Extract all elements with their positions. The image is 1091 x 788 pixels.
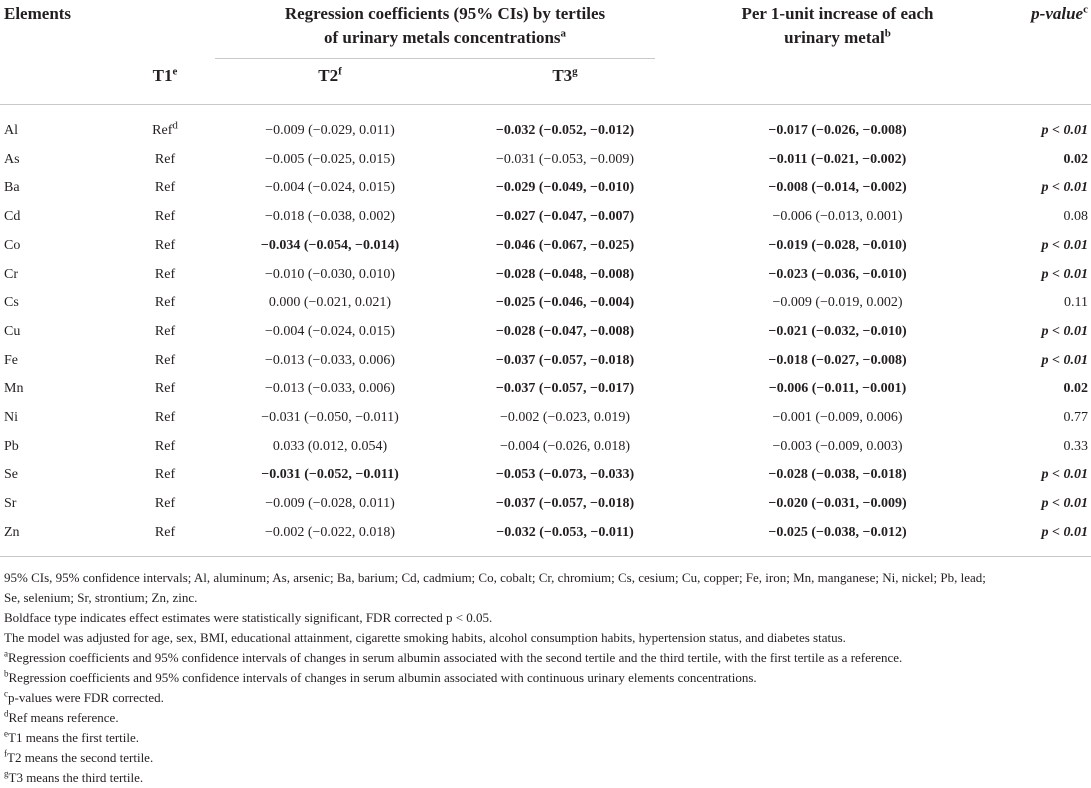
- t1-cell: [140, 117, 190, 145]
- header-elements-label: Elements: [4, 4, 72, 23]
- header-per-unit-line2: [700, 26, 975, 50]
- t3-cell: −0.031 (−0.053, −0.009): [495, 151, 634, 167]
- t1-value: Ref: [154, 524, 176, 540]
- t1-value: Ref: [154, 467, 176, 483]
- table-row: [0, 519, 1091, 547]
- footnote: [4, 608, 1089, 628]
- element-cell: Se: [4, 467, 18, 483]
- t1-value: Ref: [154, 352, 176, 368]
- footnote-text: Regression coefficients and 95% confidence intervals of changes in serum albumin associated with the second tertile and the third tertile, with the first tertile as a reference.: [8, 650, 903, 665]
- footnote: [4, 768, 1089, 788]
- footnote-text: T2 means the second tertile.: [7, 750, 154, 765]
- t3-cell: −0.004 (−0.026, 0.018): [499, 438, 631, 454]
- header-regression: [215, 2, 675, 50]
- footnote-marker-g: g: [572, 65, 578, 78]
- footnote: [4, 668, 1089, 688]
- t1-value: Ref: [154, 209, 176, 225]
- table-footnotes: [4, 568, 1089, 788]
- header-regression-line2: [215, 26, 675, 50]
- t1-value: Ref: [154, 295, 176, 311]
- table-row: [0, 174, 1091, 202]
- t3-cell: −0.032 (−0.053, −0.011): [496, 524, 634, 540]
- footnote-text: Regression coefficients and 95% confidence intervals of changes in serum albumin associated with continuous urinary elements concentrations.: [8, 670, 757, 685]
- element-cell: As: [4, 151, 20, 167]
- footnote-text: T3 means the third tertile.: [8, 770, 144, 785]
- t1-value: Ref: [152, 123, 173, 138]
- footnote-marker-d: d: [172, 119, 178, 132]
- pvalue-cell: p < 0.01: [1041, 467, 1088, 483]
- header-subrule: [215, 58, 655, 59]
- per-unit-cell: −0.006 (−0.013, 0.001): [772, 209, 903, 225]
- t2-cell: −0.018 (−0.038, 0.002): [264, 209, 396, 225]
- pvalue-cell: p < 0.01: [1041, 237, 1088, 253]
- element-cell: Ni: [4, 410, 18, 425]
- header-t1-text: T1: [152, 66, 173, 85]
- per-unit-cell: −0.019 (−0.028, −0.010): [768, 237, 907, 253]
- header-regression-line2-text: of urinary metals concentrations: [323, 28, 561, 47]
- per-unit-cell: −0.003 (−0.009, 0.003): [772, 438, 903, 454]
- t2-cell: −0.005 (−0.025, 0.015): [264, 151, 396, 167]
- header-pvalue-text: p-value: [1031, 4, 1084, 23]
- t1-cell: [140, 232, 190, 260]
- pvalue-cell: p < 0.01: [1041, 180, 1088, 196]
- footnote-marker-c: c: [1083, 3, 1088, 16]
- table-row: [0, 261, 1091, 289]
- t1-value: Ref: [154, 410, 176, 425]
- per-unit-cell: −0.009 (−0.019, 0.002): [772, 295, 903, 311]
- t1-cell: [140, 347, 190, 375]
- pvalue-cell: 0.77: [1063, 410, 1088, 425]
- footnote: [4, 588, 1089, 608]
- table-row: [0, 490, 1091, 518]
- t1-value: Ref: [154, 323, 176, 339]
- element-cell: Zn: [4, 524, 20, 540]
- header-t3: [445, 64, 685, 88]
- footnote-marker-a: a: [560, 27, 567, 40]
- t3-cell: −0.046 (−0.067, −0.025): [495, 237, 635, 253]
- table-row: [0, 404, 1091, 432]
- header-pvalue: [980, 2, 1088, 26]
- pvalue-cell: p < 0.01: [1041, 352, 1088, 368]
- per-unit-cell: −0.006 (−0.011, −0.001): [768, 381, 907, 397]
- t2-cell: −0.004 (−0.024, 0.015): [264, 323, 396, 339]
- t1-cell: [140, 318, 190, 346]
- table-row: [0, 117, 1091, 145]
- header-t2-text: T2: [318, 66, 339, 85]
- footnote: [4, 688, 1089, 708]
- table-row: [0, 347, 1091, 375]
- per-unit-cell: −0.008 (−0.014, −0.002): [768, 180, 907, 196]
- t1-value: Ref: [154, 180, 176, 196]
- footnote-marker: f: [4, 748, 7, 759]
- t2-cell: −0.034 (−0.054, −0.014): [260, 237, 400, 253]
- t2-cell: −0.031 (−0.052, −0.011): [261, 467, 399, 483]
- footnote-marker-b: b: [884, 27, 891, 40]
- t1-cell: [140, 289, 190, 317]
- header-t3-text: T3: [552, 66, 573, 85]
- t2-cell: −0.013 (−0.033, 0.006): [264, 381, 396, 397]
- footnote-marker: c: [4, 688, 8, 699]
- table-row: [0, 433, 1091, 461]
- pvalue-cell: 0.08: [1063, 209, 1088, 225]
- element-cell: Pb: [4, 438, 19, 454]
- footnote-text: p-values were FDR corrected.: [8, 690, 164, 705]
- footnote-text: Boldface type indicates effect estimates were statistically significant, FDR corrected p < 0.05.: [4, 610, 493, 625]
- footnote-marker: b: [4, 668, 9, 679]
- footnote-marker: d: [4, 708, 9, 719]
- footnote-marker: g: [4, 768, 9, 779]
- table-row: [0, 232, 1091, 260]
- table-row: [0, 289, 1091, 317]
- pvalue-cell: 0.02: [1063, 151, 1088, 167]
- pvalue-cell: p < 0.01: [1041, 123, 1088, 138]
- t1-cell: [140, 174, 190, 202]
- element-cell: Fe: [4, 352, 18, 368]
- element-cell: Cd: [4, 209, 21, 225]
- per-unit-cell: −0.011 (−0.021, −0.002): [768, 151, 907, 167]
- footnote-marker-e: e: [172, 65, 178, 78]
- t3-cell: −0.032 (−0.052, −0.012): [495, 123, 635, 138]
- t1-cell: [140, 404, 190, 432]
- t2-cell: −0.031 (−0.050, −0.011): [261, 410, 399, 425]
- per-unit-cell: −0.001 (−0.009, 0.006): [772, 410, 903, 425]
- t1-cell: [140, 203, 190, 231]
- t3-cell: −0.037 (−0.057, −0.018): [495, 352, 635, 368]
- header-bottom-rule: [0, 104, 1091, 105]
- pvalue-cell: p < 0.01: [1041, 496, 1088, 512]
- element-cell: Mn: [4, 381, 24, 397]
- per-unit-cell: −0.023 (−0.036, −0.010): [768, 266, 907, 282]
- footnote: [4, 708, 1089, 728]
- footnote: [4, 648, 1089, 668]
- footnote-text: 95% CIs, 95% confidence intervals; Al, aluminum; As, arsenic; Ba, barium; Cd, cadmium; Co, cobalt; Cr, chromium; Cs, cesium; Cu, copper; Fe, iron; Mn, manganese; Ni, nickel; Pb, lead;: [4, 570, 986, 585]
- t1-cell: [140, 461, 190, 489]
- t2-cell: −0.013 (−0.033, 0.006): [264, 352, 396, 368]
- per-unit-cell: −0.021 (−0.032, −0.010): [768, 323, 907, 339]
- element-cell: Ba: [4, 180, 20, 196]
- footnote: [4, 628, 1089, 648]
- t2-cell: 0.000 (−0.021, 0.021): [268, 295, 392, 311]
- pvalue-cell: p < 0.01: [1041, 524, 1088, 540]
- t3-cell: −0.037 (−0.057, −0.018): [495, 496, 635, 512]
- footnote-text: T1 means the first tertile.: [8, 730, 140, 745]
- t2-cell: −0.010 (−0.030, 0.010): [264, 266, 396, 282]
- footnote-marker: a: [4, 648, 8, 659]
- t3-cell: −0.002 (−0.023, 0.019): [499, 410, 631, 425]
- header-per-unit-line1: Per 1-unit increase of each: [741, 4, 934, 23]
- header-t2: [215, 64, 445, 88]
- table-bottom-rule: [0, 556, 1091, 557]
- header-per-unit: [700, 2, 975, 50]
- pvalue-cell: p < 0.01: [1041, 266, 1088, 282]
- t1-value: Ref: [154, 438, 176, 454]
- element-cell: Cu: [4, 323, 21, 339]
- element-cell: Co: [4, 237, 21, 253]
- t3-cell: −0.037 (−0.057, −0.017): [495, 381, 635, 397]
- t1-value: Ref: [154, 496, 176, 512]
- header-per-unit-line2-text: urinary metal: [784, 28, 885, 47]
- t1-cell: [140, 490, 190, 518]
- t1-cell: [140, 146, 190, 174]
- t2-cell: −0.009 (−0.029, 0.011): [265, 123, 395, 138]
- pvalue-cell: 0.11: [1064, 295, 1088, 311]
- t2-cell: −0.004 (−0.024, 0.015): [264, 180, 396, 196]
- header-regression-line1: Regression coefficients (95% CIs) by tertiles: [284, 4, 606, 23]
- t1-cell: [140, 519, 190, 547]
- footnote-text: Se, selenium; Sr, strontium; Zn, zinc.: [4, 590, 198, 605]
- footnote: [4, 568, 1089, 588]
- pvalue-cell: 0.33: [1063, 438, 1088, 454]
- table-row: [0, 318, 1091, 346]
- t1-cell: [140, 433, 190, 461]
- t1-value: Ref: [154, 237, 176, 253]
- t1-value: Ref: [154, 381, 176, 397]
- t3-cell: −0.029 (−0.049, −0.010): [495, 180, 635, 196]
- per-unit-cell: −0.020 (−0.031, −0.009): [768, 496, 907, 512]
- pvalue-cell: p < 0.01: [1041, 323, 1088, 339]
- t3-cell: −0.027 (−0.047, −0.007): [495, 209, 635, 225]
- t1-cell: [140, 261, 190, 289]
- t2-cell: 0.033 (0.012, 0.054): [272, 438, 388, 454]
- per-unit-cell: −0.025 (−0.038, −0.012): [768, 524, 907, 540]
- t3-cell: −0.025 (−0.046, −0.004): [495, 295, 635, 311]
- t3-cell: −0.053 (−0.073, −0.033): [495, 467, 635, 483]
- t1-cell: [140, 375, 190, 403]
- table-row: [0, 146, 1091, 174]
- element-cell: Cs: [4, 295, 19, 311]
- table-row: [0, 375, 1091, 403]
- header-t1: [140, 64, 190, 88]
- t2-cell: −0.009 (−0.028, 0.011): [265, 496, 395, 512]
- header-elements: [4, 2, 71, 26]
- t3-cell: −0.028 (−0.048, −0.008): [495, 266, 635, 282]
- table-row: [0, 461, 1091, 489]
- footnote-text: Ref means reference.: [8, 710, 119, 725]
- footnote-text: The model was adjusted for age, sex, BMI, educational attainment, cigarette smoking habits, alcohol consumption habits, hypertension status, and diabetes status.: [4, 630, 846, 645]
- element-cell: Sr: [4, 496, 17, 512]
- per-unit-cell: −0.028 (−0.038, −0.018): [768, 467, 907, 483]
- t2-cell: −0.002 (−0.022, 0.018): [264, 524, 396, 540]
- footnote: [4, 748, 1089, 768]
- t1-value: Ref: [154, 266, 176, 282]
- footnote-marker-f: f: [338, 65, 342, 78]
- element-cell: Al: [4, 123, 18, 138]
- footnote-marker: e: [4, 728, 8, 739]
- per-unit-cell: −0.017 (−0.026, −0.008): [768, 123, 907, 138]
- pvalue-cell: 0.02: [1063, 381, 1088, 397]
- table-row: [0, 203, 1091, 231]
- t3-cell: −0.028 (−0.047, −0.008): [495, 323, 635, 339]
- element-cell: Cr: [4, 266, 18, 282]
- t1-value: Ref: [154, 151, 176, 167]
- footnote: [4, 728, 1089, 748]
- per-unit-cell: −0.018 (−0.027, −0.008): [768, 352, 907, 368]
